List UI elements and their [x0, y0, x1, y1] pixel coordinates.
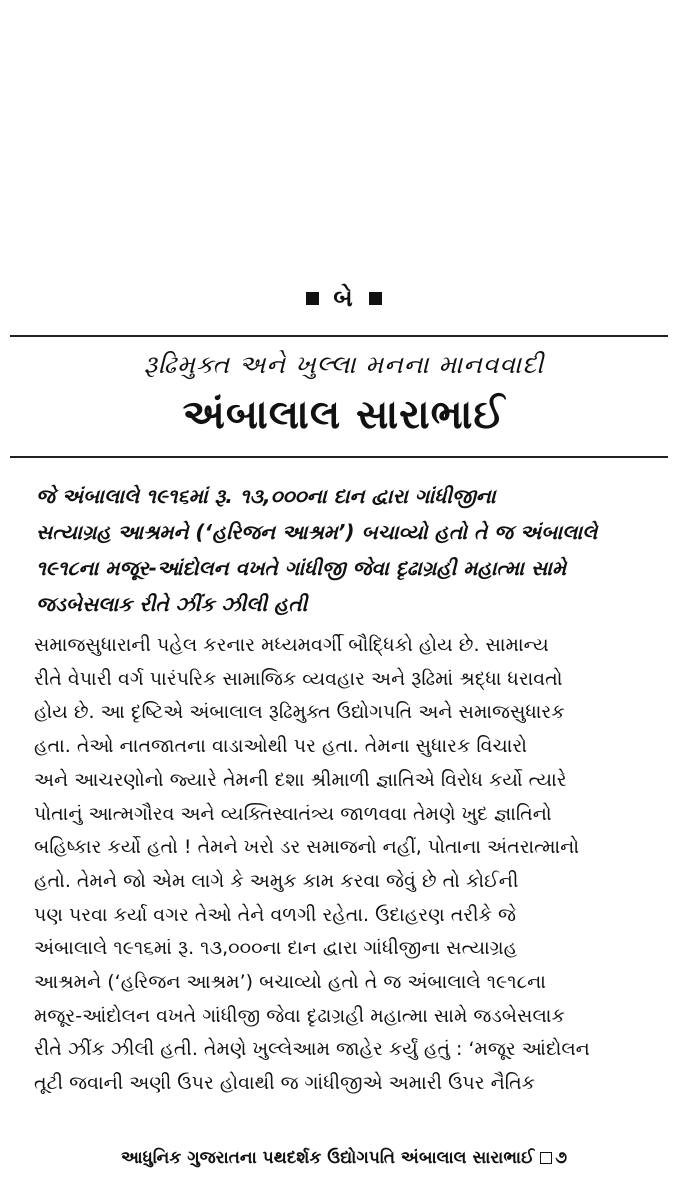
body-line: પણ પરવા કર્યા વગર તેઓ તેને વળગી રહેતા. ઉદાહરણ તરીકે જે [34, 903, 516, 926]
page-number: ૭ [555, 1148, 568, 1168]
body-line: રીતે ઝીંક ઝીલી હતી. તેમણે ખુલ્લેઆમ જાહેર કર્યું હતું : ‘મજૂર આંદોલન [34, 1038, 590, 1061]
body-line: રીતે વેપારી વર્ગ પારંપરિક સામાજિક વ્યવહાર અને રૂઢિમાં શ્રદ્ધા ધરાવતો [34, 667, 563, 690]
square-bullet-left-icon [306, 292, 319, 305]
body-line: હતો. તેમને જો એમ લાગે કે અમુક કામ કરવા જેવું છે તો કોઈની [34, 869, 519, 892]
body-line: પોતાનું આત્મગૌરવ અને વ્યક્તિસ્વાતંત્ર્ય જાળવવા તેમણે ખુદ જ્ઞાતિનો [34, 802, 552, 825]
bottom-divider [10, 456, 668, 458]
chapter-heading [0, 283, 688, 312]
top-divider [10, 335, 668, 337]
intro-line: સત્યાગ્રહ આશ્રમને (‘હરિજન આશ્રમ’) બચાવ્યો હતો તે જ અંબાલાલે [36, 520, 598, 544]
body-line: આશ્રમને (‘હરિજન આશ્રમ’) બચાવ્યો હતો તે જ અંબાલાલે ૧૯૧૮ના [34, 971, 546, 994]
intro-paragraph [36, 478, 648, 622]
box-separator-icon [540, 1152, 552, 1164]
intro-line: ૧૯૧૮ના મજૂર-આંદોલન વખતે ગાંધીજી જેવા દૃઢાગ્રહી મહાત્મા સામે [36, 556, 567, 580]
body-line: અને આચરણોનો જ્યારે તેમની દશા શ્રીમાળી જ્ઞાતિએ વિરોધ કર્યો ત્યારે [34, 768, 567, 791]
intro-line: જડબેસલાક રીતે ઝીંક ઝીલી હતી [36, 592, 308, 616]
body-line: મજૂર-આંદોલન વખતે ગાંધીજી જેવા દૃઢાગ્રહી મહાત્મા સામે જડબેસલાક [34, 1004, 565, 1027]
body-line: બહિષ્કાર કર્યો હતો ! તેમને ખરો ડર સમાજનો નહીં, પોતાના અંતરાત્માનો [34, 836, 580, 859]
intro-line: જે અંબાલાલે ૧૯૧૬માં રૂ. ૧૩,૦૦૦ના દાન દ્વારા ગાંધીજીના [36, 484, 496, 508]
chapter-title: અંબાલાલ સારાભાઈ [182, 392, 506, 438]
body-line: સમાજસુધારાની પહેલ કરનાર મધ્યમવર્ગી બૌદ્ધિકો હોય છે. સામાન્ય [34, 634, 549, 656]
chapter-subtitle: રૂઢિમુક્ત અને ખુલ્લા મનના માનવવાદી [143, 350, 545, 379]
body-line: હોય છે. આ દૃષ્ટિએ અંબાલાલ રૂઢિમુક્ત ઉદ્યોગપતિ અને સમાજસુધારક [34, 701, 565, 724]
square-bullet-right-icon [369, 292, 382, 305]
body-paragraph [34, 629, 654, 1101]
running-footer-title: આધુનિક ગુજરાતના પથદર્શક ઉદ્યોગપતિ અંબાલાલ સારાભાઈ [120, 1148, 535, 1168]
body-line: તૂટી જવાની અણી ઉપર હોવાથી જ ગાંધીજીએ અમારી ઉપર નૈતિક [34, 1072, 536, 1095]
body-line: હતા. તેઓ નાતજાતના વાડાઓથી પર હતા. તેમના સુધારક વિચારો [34, 735, 527, 758]
chapter-label: બે [333, 284, 355, 312]
body-line: અંબાલાલે ૧૯૧૬માં રૂ. ૧૩,૦૦૦ના દાન દ્વારા ગાંધીજીના સત્યાગ્રહ [34, 937, 518, 960]
page-footer [0, 1148, 688, 1168]
